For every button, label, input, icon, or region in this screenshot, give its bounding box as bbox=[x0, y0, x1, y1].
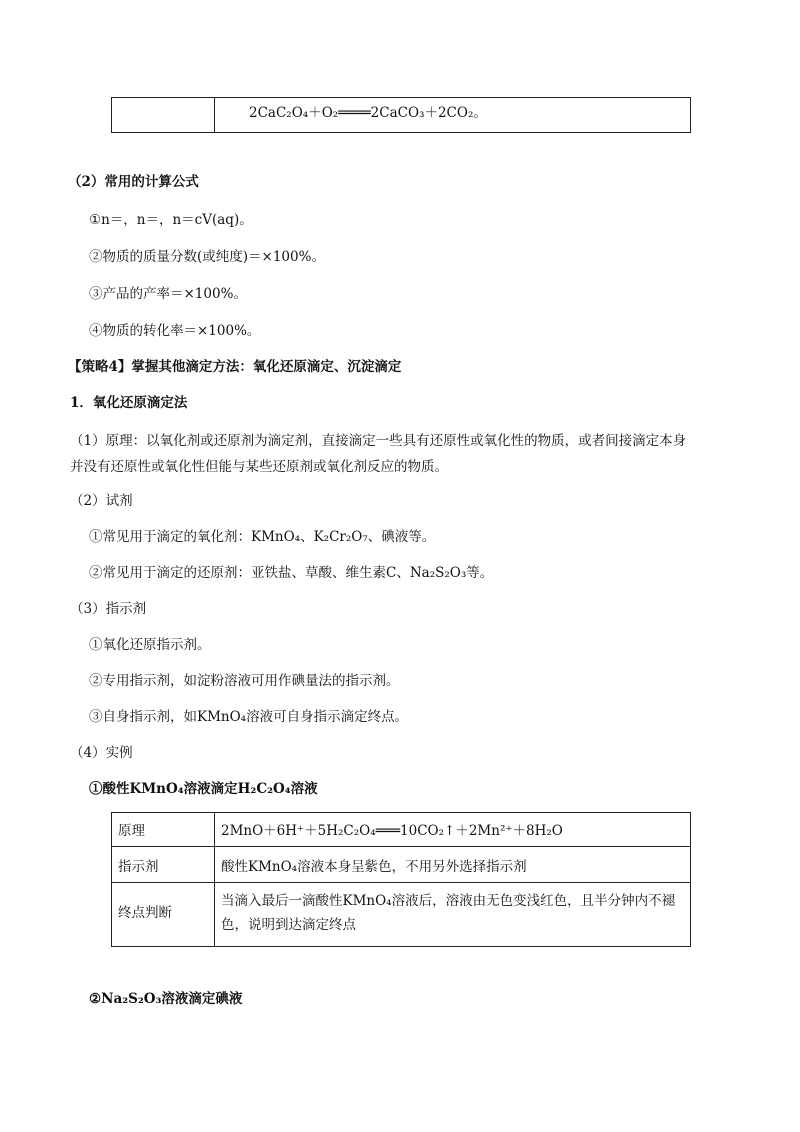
indicator-3: ③自身指示剂，如KMnO₄溶液可自身指示滴定终点。 bbox=[89, 709, 409, 725]
row-label-endpoint: 终点判断 bbox=[112, 883, 215, 947]
reagents-heading: （2）试剂 bbox=[70, 493, 133, 509]
row-content-principle: 2MnO＋6H⁺＋5H₂C₂O₄═══10CO₂↑＋2Mn²⁺＋8H₂O bbox=[215, 813, 691, 847]
reductants-line: ②常见用于滴定的还原剂：亚铁盐、草酸、维生素C、Na₂S₂O₃等。 bbox=[89, 565, 494, 581]
row-content-indicator: 酸性KMnO₄溶液本身呈紫色，不用另外选择指示剂 bbox=[215, 847, 691, 883]
top-table-equation: 2CaC₂O₄＋O₂════2CaCO₃＋2CO₂。 bbox=[215, 98, 691, 133]
example1-table bbox=[111, 812, 691, 947]
indicator-heading: （3）指示剂 bbox=[70, 601, 147, 617]
table-row bbox=[112, 883, 691, 947]
formulas-heading: （2）常用的计算公式 bbox=[68, 174, 199, 190]
top-table-left-cell bbox=[112, 98, 215, 133]
principle-line-2: 并没有还原性或氧化性但能与某些还原剂或氧化剂反应的物质。 bbox=[70, 459, 448, 475]
principle-line-1: （1）原理：以氧化剂或还原剂为滴定剂，直接滴定一些具有还原性或氧化性的物质，或者间接滴定本身 bbox=[70, 433, 687, 449]
top-table bbox=[111, 97, 691, 133]
redox-heading: 1．氧化还原滴定法 bbox=[70, 395, 188, 411]
row-content-endpoint: 当滴入最后一滴酸性KMnO₄溶液后，溶液由无色变浅红色，且半分钟内不褪色，说明到达滴定终点 bbox=[215, 883, 691, 947]
oxidants-line: ①常见用于滴定的氧化剂：KMnO₄、K₂Cr₂O₇、碘液等。 bbox=[89, 529, 436, 545]
table-row bbox=[112, 847, 691, 883]
formula-3: ③产品的产率＝×100%。 bbox=[89, 286, 247, 302]
formula-2: ②物质的质量分数(或纯度)＝×100%。 bbox=[89, 249, 325, 265]
formula-1: ①n＝，n＝，n＝cV(aq)。 bbox=[89, 212, 253, 228]
row-label-indicator: 指示剂 bbox=[112, 847, 215, 883]
examples-heading: （4）实例 bbox=[70, 745, 133, 761]
table-row bbox=[112, 813, 691, 847]
strategy-heading: 【策略4】掌握其他滴定方法：氧化还原滴定、沉淀滴定 bbox=[68, 359, 402, 375]
row-label-principle: 原理 bbox=[112, 813, 215, 847]
indicator-1: ①氧化还原指示剂。 bbox=[89, 637, 211, 653]
example2-title: ②Na₂S₂O₃溶液滴定碘液 bbox=[89, 991, 243, 1007]
formula-4: ④物质的转化率＝×100%。 bbox=[89, 323, 261, 339]
example1-title: ①酸性KMnO₄溶液滴定H₂C₂O₄溶液 bbox=[89, 781, 318, 797]
indicator-2: ②专用指示剂，如淀粉溶液可用作碘量法的指示剂。 bbox=[89, 673, 400, 689]
